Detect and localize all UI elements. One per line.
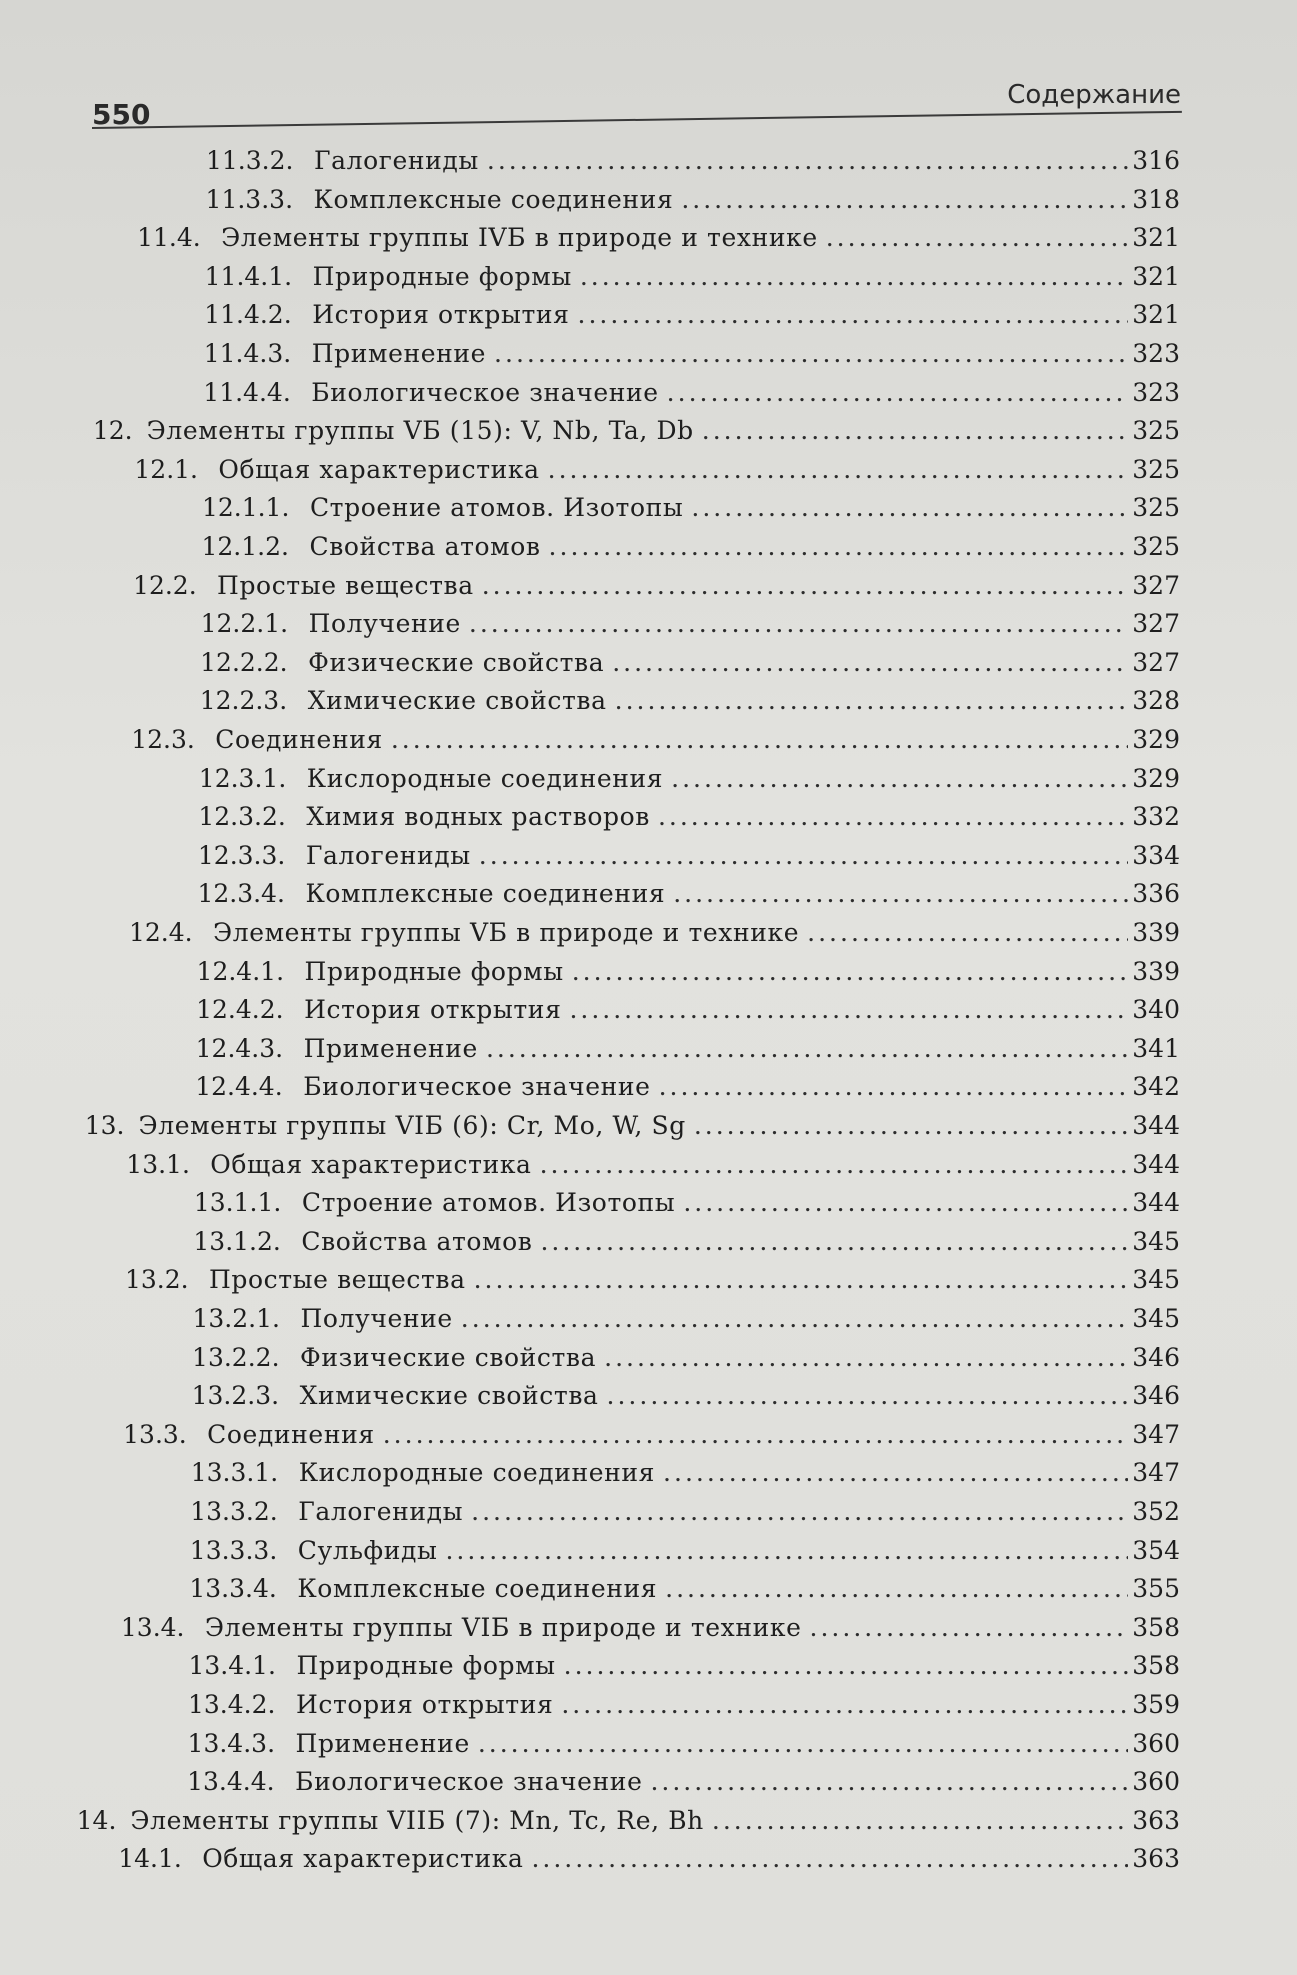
toc-entry-number: 12. xyxy=(92,416,133,446)
toc-entry-page: 354 xyxy=(1132,1535,1180,1565)
toc-entry-number: 13.1.2. xyxy=(193,1226,281,1256)
toc-entry-title: Общая характеристика xyxy=(218,454,540,484)
toc-entry xyxy=(137,223,1180,253)
dot-leader xyxy=(667,378,1129,408)
toc-entry-title: Простые вещества xyxy=(208,1265,466,1295)
toc-entry xyxy=(200,686,1180,716)
toc-entry-page: 360 xyxy=(1132,1728,1180,1758)
dot-leader xyxy=(702,416,1129,446)
toc-entry-number: 11.3.2. xyxy=(206,146,294,175)
toc-entry-page: 321 xyxy=(1132,300,1180,330)
toc-entry-title: Физические свойства xyxy=(308,647,605,677)
toc-entry xyxy=(77,1806,1180,1836)
toc-entry-title: Кислородные соединения xyxy=(306,763,664,793)
toc-entry-page: 346 xyxy=(1132,1342,1180,1372)
dot-leader xyxy=(665,1574,1128,1604)
toc-entry xyxy=(201,609,1180,639)
toc-entry xyxy=(193,1304,1181,1334)
toc-entry xyxy=(187,1767,1180,1797)
toc-entry xyxy=(204,339,1180,369)
toc-entry xyxy=(204,300,1180,330)
toc-entry-number: 13.1.1. xyxy=(193,1188,282,1218)
toc-entry-page: 325 xyxy=(1132,493,1180,523)
dot-leader xyxy=(615,686,1129,716)
toc-entry-number: 13.2.2. xyxy=(192,1342,280,1372)
toc-entry-page: 329 xyxy=(1132,725,1180,754)
toc-entry-title: Строение атомов. Изотопы xyxy=(301,1188,676,1218)
toc-entry-title: Общая характеристика xyxy=(210,1149,532,1179)
dot-leader xyxy=(445,1536,1128,1566)
toc-entry-title: Соединения xyxy=(207,1419,375,1449)
toc-entry-number: 12.1.2. xyxy=(201,532,289,561)
dot-leader xyxy=(580,262,1128,292)
toc-entry-title: История открытия xyxy=(312,300,570,330)
toc-entry-title: История открытия xyxy=(296,1690,554,1719)
toc-entry-title: Применение xyxy=(311,339,487,368)
toc-entry-number: 11.3.3. xyxy=(205,184,294,214)
toc-entry-number: 13.3.2. xyxy=(190,1497,278,1526)
toc-entry-page: 328 xyxy=(1132,686,1180,716)
toc-entry-number: 13.3. xyxy=(123,1419,187,1449)
toc-entry-page: 336 xyxy=(1132,879,1180,909)
toc-entry-title: Физические свойства xyxy=(300,1342,597,1372)
toc-entry-page: 316 xyxy=(1132,146,1180,175)
toc-entry-number: 12.4.3. xyxy=(195,1033,284,1063)
toc-entry-page: 346 xyxy=(1132,1381,1180,1411)
toc-entry xyxy=(189,1574,1180,1604)
toc-entry-page: 321 xyxy=(1132,223,1180,253)
dot-leader xyxy=(548,455,1129,485)
toc-entry-page: 358 xyxy=(1132,1612,1180,1642)
dot-leader xyxy=(486,1034,1128,1064)
toc-entry-number: 12.4. xyxy=(129,918,193,947)
toc-entry-title: Соединения xyxy=(215,725,383,754)
dot-leader xyxy=(564,1651,1129,1681)
toc-entry-title: Биологическое значение xyxy=(311,377,659,407)
toc-entry-title: Комплексные соединения xyxy=(305,879,666,909)
toc-entry-number: 12.3. xyxy=(131,725,195,754)
toc-entry-number: 11.4. xyxy=(137,223,201,253)
toc-entry-number: 12.4.4. xyxy=(195,1072,283,1102)
dot-leader xyxy=(807,918,1128,948)
dot-leader xyxy=(659,1072,1129,1102)
toc-entry xyxy=(194,1188,1180,1218)
dot-leader xyxy=(650,1767,1128,1797)
dot-leader xyxy=(478,1729,1128,1759)
dot-leader xyxy=(810,1613,1129,1643)
toc-entry-number: 13.4. xyxy=(120,1612,185,1642)
running-header-title: Содержание xyxy=(1007,80,1181,110)
dot-leader xyxy=(826,223,1129,253)
toc-entry xyxy=(192,1381,1180,1411)
toc-entry-title: Природные формы xyxy=(304,956,564,986)
dot-leader xyxy=(612,648,1128,678)
dot-leader xyxy=(691,493,1128,523)
toc-entry xyxy=(134,455,1180,485)
toc-entry xyxy=(133,571,1180,601)
toc-entry xyxy=(131,725,1180,755)
toc-entry xyxy=(205,262,1180,292)
toc-entry-title: Применение xyxy=(303,1033,478,1063)
dot-leader xyxy=(561,1690,1128,1720)
toc-entry-page: 344 xyxy=(1132,1111,1180,1140)
dot-leader xyxy=(461,1304,1128,1334)
toc-entry-title: Химические свойства xyxy=(299,1381,599,1411)
toc-entry-title: Свойства атомов xyxy=(309,532,541,561)
toc-entry xyxy=(85,1111,1180,1141)
toc-entry-title: Галогениды xyxy=(298,1497,464,1526)
dot-leader xyxy=(694,1111,1128,1141)
dot-leader xyxy=(572,957,1129,987)
toc-entry xyxy=(206,185,1180,215)
toc-entry-page: 358 xyxy=(1132,1651,1180,1681)
toc-entry-page: 355 xyxy=(1132,1574,1180,1604)
toc-entry-title: Биологическое значение xyxy=(303,1072,651,1102)
dot-leader xyxy=(540,1227,1128,1257)
dot-leader xyxy=(531,1844,1128,1874)
toc-entry-title: Кислородные соединения xyxy=(298,1458,656,1488)
toc-entry xyxy=(206,146,1180,176)
toc-entry-title: Элементы группы VIБ (6): Cr, Mo, W, Sg xyxy=(138,1111,686,1140)
toc-entry-number: 11.4.1. xyxy=(204,261,293,291)
toc-entry-page: 347 xyxy=(1132,1419,1180,1449)
toc-entry-title: Свойства атомов xyxy=(301,1226,533,1256)
dot-leader xyxy=(391,725,1128,755)
dot-leader xyxy=(540,1150,1129,1180)
page-number: 550 xyxy=(92,98,151,131)
dot-leader xyxy=(673,879,1128,909)
toc-entry-title: Применение xyxy=(295,1728,470,1758)
toc-entry-page: 363 xyxy=(1132,1805,1180,1835)
toc-entry-page: 344 xyxy=(1132,1188,1180,1218)
toc-entry-number: 13.2. xyxy=(124,1265,189,1295)
toc-entry-page: 345 xyxy=(1132,1304,1180,1333)
toc-entry-number: 13.4.1. xyxy=(188,1651,276,1681)
dot-leader xyxy=(663,1458,1128,1488)
toc-entry-number: 11.4.2. xyxy=(204,300,292,330)
toc-entry-title: Комплексные соединения xyxy=(297,1574,658,1604)
dot-leader xyxy=(494,339,1128,369)
toc-entry xyxy=(129,918,1180,948)
toc-entry-number: 12.2.1. xyxy=(200,609,289,639)
dot-leader xyxy=(569,995,1128,1025)
toc-entry-page: 327 xyxy=(1132,609,1180,639)
toc-entry xyxy=(195,1072,1180,1102)
toc-entry xyxy=(198,841,1180,871)
dot-leader xyxy=(681,185,1128,215)
toc-entry-number: 13.3.3. xyxy=(189,1535,278,1565)
toc-entry-page: 360 xyxy=(1132,1767,1180,1797)
toc-entry-title: Галогениды xyxy=(305,840,471,870)
toc-entry-title: Простые вещества xyxy=(217,570,474,600)
toc-entry xyxy=(202,493,1180,523)
toc-entry-number: 12.2. xyxy=(133,570,197,600)
toc-entry-title: Природные формы xyxy=(296,1651,556,1681)
toc-entry-page: 345 xyxy=(1132,1265,1180,1295)
toc-entry-title: Общая характеристика xyxy=(202,1844,524,1874)
toc-entry-number: 12.3.1. xyxy=(198,763,287,793)
toc-entry-page: 332 xyxy=(1132,802,1180,832)
toc-entry-page: 325 xyxy=(1132,416,1180,446)
toc-entry-title: Элементы группы VIБ в природе и технике xyxy=(204,1612,802,1642)
dot-leader xyxy=(474,1265,1129,1295)
toc-entry xyxy=(123,1420,1180,1450)
toc-entry-title: Сульфиды xyxy=(297,1535,438,1565)
dot-leader xyxy=(578,300,1129,330)
toc-entry xyxy=(190,1536,1180,1566)
toc-entry xyxy=(188,1651,1180,1681)
toc-entry-title: Получение xyxy=(300,1304,453,1333)
toc-entry-number: 11.4.4. xyxy=(203,377,291,407)
toc-entry-page: 321 xyxy=(1132,261,1180,291)
toc-entry xyxy=(125,1265,1180,1295)
toc-entry-page: 327 xyxy=(1132,647,1180,677)
toc-entry-title: Природные формы xyxy=(312,261,572,291)
toc-entry-number: 13.2.3. xyxy=(191,1381,280,1411)
toc-entry-number: 12.4.1. xyxy=(196,956,285,986)
toc-entry-page: 334 xyxy=(1132,840,1180,870)
toc-entry-title: Комплексные соединения xyxy=(313,184,674,214)
toc-entry-page: 329 xyxy=(1132,763,1180,793)
toc-entry-number: 12.3.2. xyxy=(198,802,286,832)
toc-entry xyxy=(126,1150,1180,1180)
toc-entry-number: 13.1. xyxy=(126,1149,190,1179)
toc-entry xyxy=(199,764,1180,794)
toc-entry-page: 327 xyxy=(1132,570,1180,600)
toc-entry-number: 12.4.2. xyxy=(196,995,284,1025)
toc-entry xyxy=(191,1458,1180,1488)
toc-entry-page: 339 xyxy=(1132,956,1180,986)
toc-entry xyxy=(192,1343,1180,1373)
toc-entry-page: 342 xyxy=(1132,1072,1180,1102)
dot-leader xyxy=(479,841,1128,871)
dot-leader xyxy=(549,532,1129,562)
toc-entry-page: 318 xyxy=(1132,184,1180,214)
toc-entry xyxy=(203,378,1180,408)
toc-entry xyxy=(196,1034,1180,1064)
toc-entry-number: 14. xyxy=(76,1805,117,1835)
dot-leader xyxy=(604,1343,1128,1373)
toc-entry xyxy=(188,1729,1180,1759)
toc-entry xyxy=(197,957,1180,987)
toc-entry-number: 13.2.1. xyxy=(192,1304,280,1333)
toc-entry-number: 12.3.3. xyxy=(197,840,286,870)
toc-entry-title: История открытия xyxy=(304,995,562,1025)
toc-entry-title: Химия водных растворов xyxy=(306,802,650,832)
toc-entry-title: Элементы группы VIIБ (7): Mn, Tc, Re, Bh xyxy=(130,1805,704,1835)
dot-leader xyxy=(712,1806,1128,1836)
toc-entry-number: 13.4.3. xyxy=(187,1728,276,1758)
toc-entry xyxy=(118,1844,1180,1874)
toc-entry xyxy=(121,1613,1180,1643)
toc-entry-number: 12.2.3. xyxy=(199,686,288,716)
toc-entry-title: Строение атомов. Изотопы xyxy=(309,493,684,523)
toc-entry-page: 347 xyxy=(1132,1458,1180,1488)
toc-entry-number: 13.4.4. xyxy=(187,1767,275,1797)
toc-entry xyxy=(196,995,1180,1025)
toc-entry-title: Галогениды xyxy=(314,146,479,175)
toc-entry-page: 345 xyxy=(1132,1226,1180,1256)
toc-entry-number: 12.1.1. xyxy=(201,493,290,523)
toc-entry xyxy=(193,1227,1180,1257)
toc-entry-number: 13.3.1. xyxy=(190,1458,279,1488)
dot-leader xyxy=(487,146,1128,176)
dot-leader xyxy=(671,764,1128,794)
toc-entry-page: 323 xyxy=(1132,377,1180,407)
toc-entry-page: 340 xyxy=(1132,995,1180,1025)
toc-entry-number: 14.1. xyxy=(118,1844,182,1874)
toc-entry-title: Химические свойства xyxy=(307,686,607,716)
toc-entry-title: Получение xyxy=(308,609,461,639)
toc-entry xyxy=(190,1497,1180,1527)
toc-entry-page: 325 xyxy=(1132,532,1180,561)
toc-entry xyxy=(202,532,1181,562)
toc-entry-page: 339 xyxy=(1132,918,1180,947)
dot-leader xyxy=(482,571,1129,601)
dot-leader xyxy=(607,1381,1129,1411)
dot-leader xyxy=(469,609,1128,639)
toc-entry-title: Элементы группы VБ (15): V, Nb, Ta, Db xyxy=(146,416,694,446)
toc-entry-number: 13.3.4. xyxy=(189,1574,277,1604)
dot-leader xyxy=(383,1420,1129,1450)
toc-entry-page: 341 xyxy=(1132,1033,1180,1063)
toc-entry-page: 344 xyxy=(1132,1149,1180,1179)
toc-entry-number: 12.2.2. xyxy=(200,647,288,677)
toc-entry-page: 363 xyxy=(1132,1844,1180,1874)
toc-entry-title: Элементы группы IVБ в природе и технике xyxy=(221,223,818,253)
toc-entry-title: Элементы группы VБ в природе и технике xyxy=(213,918,800,947)
toc-entry-page: 359 xyxy=(1132,1690,1180,1719)
dot-leader xyxy=(683,1188,1128,1218)
toc-entry-title: Биологическое значение xyxy=(295,1767,643,1797)
toc-entry-page: 352 xyxy=(1132,1497,1180,1526)
header-rule xyxy=(92,111,1182,129)
toc-entry-number: 11.4.3. xyxy=(203,339,292,368)
toc-entry xyxy=(197,879,1180,909)
toc-entry xyxy=(93,416,1180,446)
dot-leader xyxy=(471,1497,1128,1527)
toc-entry-number: 12.3.4. xyxy=(197,879,285,909)
dot-leader xyxy=(658,802,1128,832)
toc-entry xyxy=(188,1690,1180,1720)
toc-entry-number: 12.1. xyxy=(134,454,199,484)
toc-entry-page: 323 xyxy=(1132,339,1180,368)
toc-entry xyxy=(200,648,1180,678)
toc-entry-number: 13. xyxy=(84,1111,125,1140)
toc-entry-page: 325 xyxy=(1132,454,1180,484)
toc-entry-number: 13.4.2. xyxy=(188,1690,276,1719)
toc-entry xyxy=(198,802,1180,832)
